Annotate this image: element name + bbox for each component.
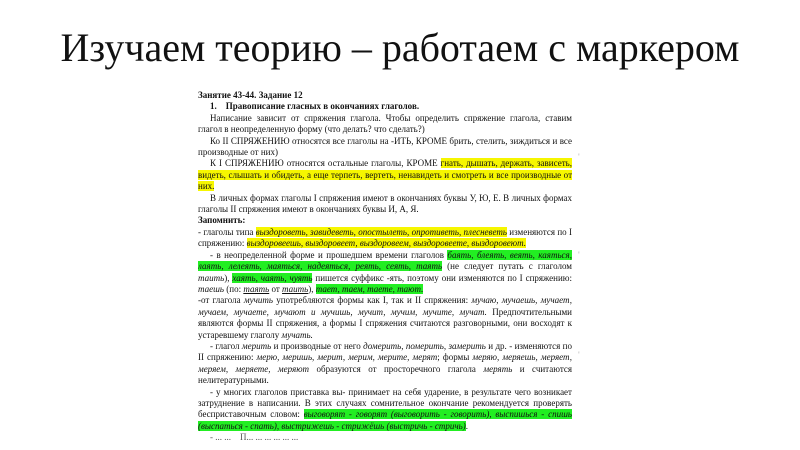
- text: образуются от просторечного глагола: [309, 363, 484, 374]
- text: ),: [308, 283, 316, 294]
- highlight-yellow: выздоровеешь, выздоровеет, выздоровеем, выздоровеете, выздоровеют.: [246, 238, 526, 249]
- text: -от глагола: [198, 295, 244, 306]
- text: - глагол: [210, 340, 242, 351]
- text: - у многих глаголов приставка вы- принимает на себя ударение, в результате чего возникает затруднение в написании. В этих случаях сомнительное окончание рекомендуется проверять бесприставочным словом:: [198, 386, 572, 420]
- page-edge-mark: ': [578, 250, 580, 260]
- highlight-yellow: выздороветь, завидеветь, опостылеть, опротиветь, плесневеть: [255, 226, 507, 237]
- text: .: [465, 420, 468, 431]
- highlight-green: баять, блеять, веять, каяться, лаять, лелеять, маяться, надеяться, реять, сеять, таять: [198, 249, 572, 272]
- text: - глаголы типа: [198, 226, 256, 237]
- text: мучать.: [281, 329, 313, 340]
- lesson-heading: Занятие 43-44. Задание 12: [198, 90, 303, 100]
- text: К I СПРЯЖЕНИЮ относятся остальные глаголы, КРОМЕ: [210, 158, 441, 169]
- text: мерять: [483, 363, 513, 374]
- text: таить: [282, 283, 309, 294]
- text: ),: [224, 272, 233, 283]
- paragraph: [198, 227, 572, 250]
- text: от: [269, 283, 283, 294]
- paragraph: Написание зависит от спряжения глагола. Чтобы определить спряжение глагола, ставим глагол в неопределенную форму (что делать? что сделать?): [198, 112, 572, 135]
- paragraph: [198, 295, 572, 341]
- text: - в неопределенной форме и прошедшем времени глаголов: [210, 249, 448, 260]
- text: мучаю, мучаешь, мучает, мучаем, мучаете, мучают и мучишь, мучит, мучим, мучите, мучат.: [198, 295, 572, 317]
- cutoff-line: - ... ... П... ... ... ... ... ...: [210, 432, 299, 443]
- text: домерить, померить, замерить: [363, 340, 486, 351]
- section-heading: 1. Правописание гласных в окончаниях глаголов.: [210, 101, 420, 112]
- text: мучить: [243, 295, 273, 306]
- text: таить: [198, 272, 225, 283]
- paragraph: [198, 250, 572, 296]
- paragraph: [198, 158, 572, 192]
- highlight-green: тает, таем, таете, тают.: [315, 283, 424, 294]
- text: мерю, меришь, мерит, мерим, мерите, мерят: [256, 352, 438, 363]
- paragraph: В личных формах глаголы I спряжения имеют в окончаниях буквы У, Ю, Е. В личных формах глаголы II спряжения имеют в окончаниях буквы И, А, Я.: [198, 192, 572, 215]
- highlight-green: хаять, чаять, чуять: [232, 272, 313, 283]
- text: Предпочтительными являются формы II спряжения, а формы I спряжения считаются разговорными, они восходят к устаревшему глаголу: [198, 306, 572, 340]
- text: употребляются формы как I, так и II спряжения:: [272, 295, 472, 306]
- paragraph: [198, 387, 572, 433]
- text: изменяются по I спряжению:: [198, 226, 572, 249]
- document-image: [198, 90, 572, 450]
- text: таешь: [198, 283, 224, 294]
- text: и др. - изменяются по II спряжению:: [198, 340, 572, 363]
- text: (не следует путать с глаголом: [442, 261, 572, 272]
- text: пишется суффикс -ять, поэтому они изменяются по I спряжению:: [312, 272, 572, 283]
- page-edge-mark: ': [578, 350, 580, 360]
- paragraph: Ко II СПРЯЖЕНИЮ относятся все глаголы на -ИТЬ, КРОМЕ брить, стелить, зиждиться и все производные от них): [198, 135, 572, 158]
- highlight-yellow: гнать, дышать, держать, зависеть, видеть, слышать и обидеть, а еще терпеть, вертеть, ненавидеть и смотреть и все производные от них.: [198, 158, 572, 192]
- text: (по:: [224, 283, 244, 294]
- highlight-green: выговорят - говорят (выговорить - говорить), выспишься - спишь (выспаться - спать), выстрижешь - стрижёшь (выстричь - стричь): [198, 409, 572, 431]
- text: меряю, меряешь, меряет, меряем, меряете, меряют: [198, 352, 572, 374]
- text: ; формы: [437, 352, 473, 363]
- paragraph: [198, 341, 572, 387]
- text: и производные от него: [271, 340, 364, 351]
- page-edge-mark: ': [578, 152, 580, 162]
- text: и считаются нелитературными.: [198, 363, 572, 386]
- slide-title: Изучаем теорию – работаем с маркером: [60, 25, 740, 70]
- text: таять: [243, 283, 270, 294]
- text: мерить: [241, 340, 272, 351]
- remember-heading: Запомнить:: [198, 215, 246, 226]
